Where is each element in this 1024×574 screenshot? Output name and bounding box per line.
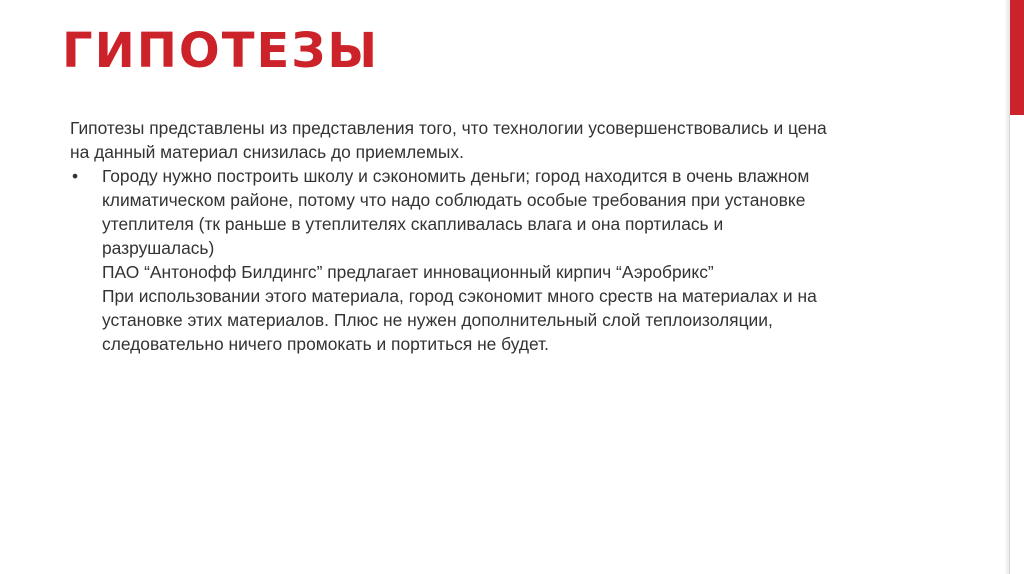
bullet-line: следовательно ничего промокать и портиться не будет.: [102, 334, 549, 354]
bullet-line: При использовании этого материала, город сэкономит много среств на материалах и на: [102, 286, 817, 306]
bullet-item: [70, 164, 950, 356]
bullet-line: ПАО “Антонофф Билдингс” предлагает инновационный кирпич “Аэробрикс”: [102, 262, 714, 282]
slide-title: ГИПОТЕЗЫ: [62, 23, 380, 79]
slide-right-edge: [1009, 115, 1024, 574]
accent-bar: [1010, 0, 1024, 115]
bullet-icon: •: [72, 166, 79, 186]
slide-body: [70, 116, 950, 356]
bullet-line: утеплителя (тк раньше в утеплителях скапливалась влага и она портилась и: [102, 214, 724, 234]
intro-line: Гипотезы представлены из представления того, что технологии усовершенствовались и цена: [70, 118, 827, 138]
intro-line: на данный материал снизилась до приемлемых.: [70, 142, 464, 162]
bullet-line: установке этих материалов. Плюс не нужен дополнительный слой теплоизоляции,: [102, 310, 773, 330]
bullet-line: разрушалась): [102, 238, 215, 258]
intro-paragraph: [70, 116, 950, 164]
bullet-line: климатическом районе, потому что надо соблюдать особые требования при установке: [102, 190, 806, 210]
bullet-line: Городу нужно построить школу и сэкономить деньги; город находится в очень влажном: [102, 166, 810, 186]
